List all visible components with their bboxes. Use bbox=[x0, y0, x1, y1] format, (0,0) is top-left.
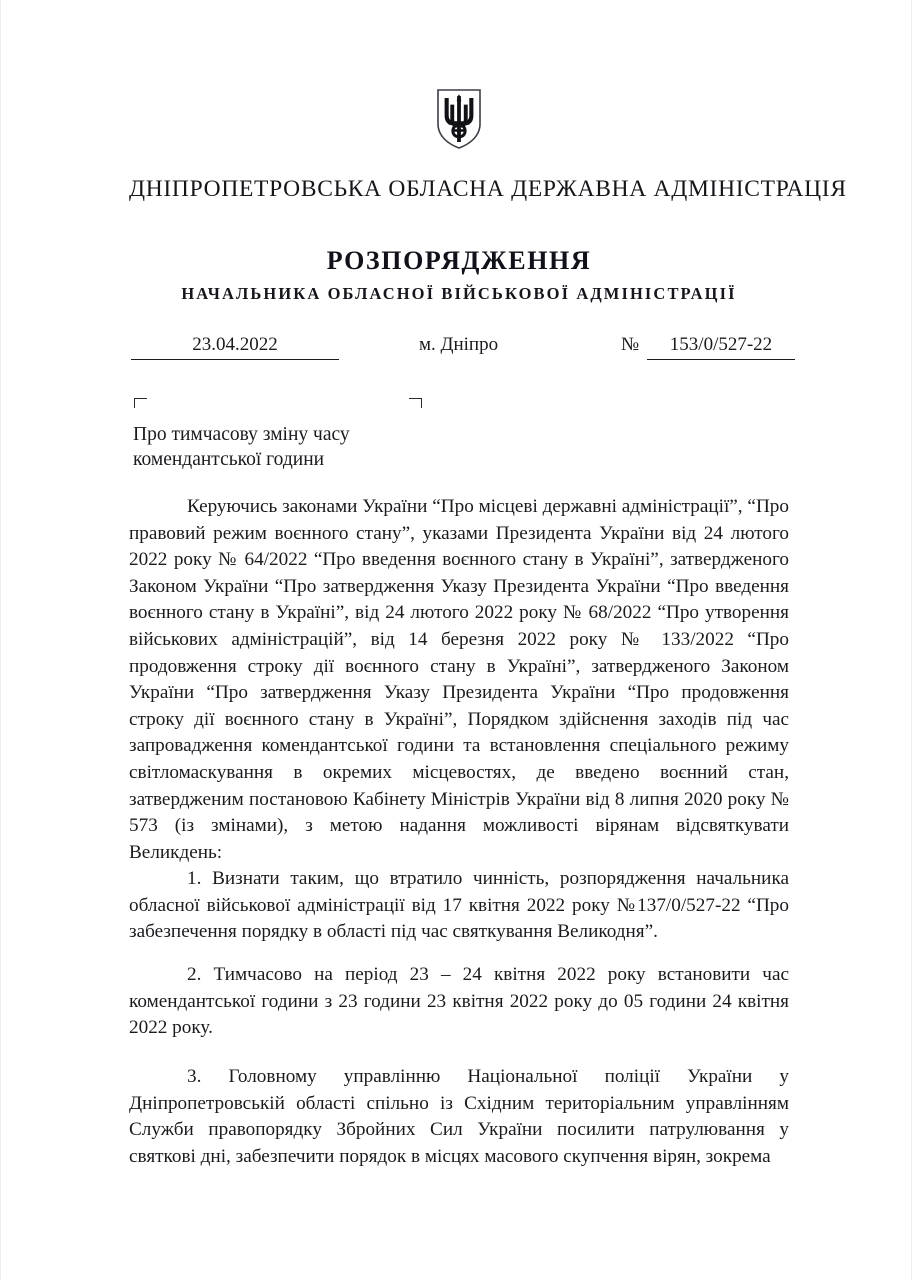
clause-number-3: 3. bbox=[187, 1066, 202, 1087]
clause-number-1: 1. bbox=[187, 868, 202, 889]
organization-title: ДНІПРОПЕТРОВСЬКА ОБЛАСНА ДЕРЖАВНА АДМІНІСТРАЦІЯ bbox=[129, 176, 847, 202]
preamble-text: Керуючись законами України “Про місцеві державні адміністрації”, “Про правовий режим воєнного стану”, указами Президента України від 24 лютого 2022 року № 64/2022 “Про введення воєнного стану в Україні”, затвердженого Законом України “Про затвердження Указу Президента України “Про введення воєнного стану в Україні”, від 24 лютого 2022 року № 68/2022 “Про утворення військових адміністрацій”, від 14 березня 2022 року № 133/2022 “Про продовження строку дії воєнного стану в Україні”, затвердженого Законом України “Про затвердження Указу Президента України “Про продовження строку дії воєнного стану в Україні”, Порядком здійснення заходів під час запровадження комендантської години та встановлення спеціального режиму світломаскування в окремих місцевостях, де введено воєнний стан, затвердженим постановою Кабінету Міністрів України від 8 липня 2020 року № 573 (із змінами), з метою надання можливості вірянам відсвяткувати Великдень: bbox=[129, 496, 789, 863]
bracket-corner-left-icon bbox=[134, 398, 147, 408]
document-subtype-title: НАЧАЛЬНИКА ОБЛАСНОЇ ВІЙСЬКОВОЇ АДМІНІСТРАЦІЇ bbox=[181, 284, 737, 303]
document-number: 153/0/527-22 bbox=[647, 334, 795, 360]
document-city: м. Дніпро bbox=[419, 334, 499, 355]
subject-text bbox=[133, 422, 433, 472]
document-meta-row bbox=[129, 334, 789, 360]
clause-text-3: Головному управлінню Національної поліції України у Дніпропетровській області спільно із Східним територіальним управлінням Служби правопорядку Збройних Сил України посилити патрулювання у святкові дні, забезпечити порядок в місцях масового скупчення вірян, зокрема bbox=[129, 1066, 789, 1167]
document-number-sign: № bbox=[621, 334, 640, 355]
clause-text-1: Визнати таким, що втратило чинність, розпорядження начальника обласної військової адміністрації від 17 квітня 2022 року №137/0/527-22 “Про забезпечення порядку в області під час святкування Великодня”. bbox=[129, 868, 789, 943]
document-date: 23.04.2022 bbox=[131, 334, 339, 360]
bracket-corner-right-icon bbox=[409, 398, 422, 408]
clause-number-2: 2. bbox=[187, 964, 202, 985]
subject-line-1: Про тимчасову зміну часу bbox=[133, 424, 350, 445]
clause-paragraph-2 bbox=[129, 962, 789, 1042]
subject-line-2: комендантської години bbox=[133, 449, 325, 470]
clause-paragraph-3 bbox=[129, 1064, 789, 1170]
clause-paragraph-1 bbox=[129, 866, 789, 946]
preamble-paragraph bbox=[129, 494, 789, 866]
clause-text-2: Тимчасово на період 23 – 24 квітня 2022 року встановити час комендантської години з 23 години 23 квітня 2022 року до 05 години 24 квітня 2022 року. bbox=[129, 964, 789, 1039]
ukraine-trident-coat-of-arms-icon bbox=[129, 88, 789, 150]
document-type-title: РОЗПОРЯДЖЕННЯ bbox=[326, 246, 592, 275]
